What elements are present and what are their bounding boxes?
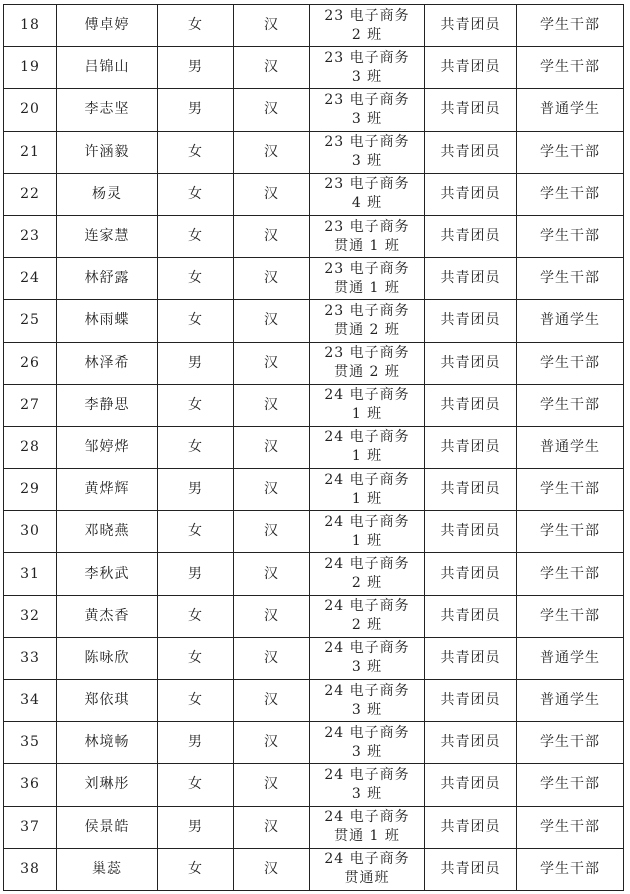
class-cell: 24 电子商务 3 班: [310, 764, 425, 806]
class-cell: 23 电子商务 3 班: [310, 47, 425, 89]
table-row: [4, 848, 624, 890]
student-name-cell: 李秋武: [57, 553, 158, 595]
ethnicity-cell: 汉: [234, 637, 310, 679]
student-role-cell: 学生干部: [517, 5, 624, 47]
row-number-cell: 18: [4, 5, 57, 47]
political-status-cell: 共青团员: [425, 215, 517, 257]
table-row: [4, 131, 624, 173]
political-status-cell: 共青团员: [425, 553, 517, 595]
gender-cell: 女: [158, 764, 234, 806]
gender-cell: 男: [158, 553, 234, 595]
table-row: [4, 553, 624, 595]
student-name-cell: 李静思: [57, 384, 158, 426]
gender-cell: 女: [158, 215, 234, 257]
ethnicity-cell: 汉: [234, 173, 310, 215]
student-role-cell: 学生干部: [517, 764, 624, 806]
gender-cell: 女: [158, 258, 234, 300]
political-status-cell: 共青团员: [425, 342, 517, 384]
table-row: [4, 764, 624, 806]
political-status-cell: 共青团员: [425, 764, 517, 806]
gender-cell: 女: [158, 131, 234, 173]
row-number-cell: 24: [4, 258, 57, 300]
gender-cell: 女: [158, 5, 234, 47]
student-name-cell: 连家慧: [57, 215, 158, 257]
gender-cell: 女: [158, 426, 234, 468]
gender-cell: 女: [158, 637, 234, 679]
ethnicity-cell: 汉: [234, 131, 310, 173]
class-cell: 23 电子商务贯通 1 班: [310, 258, 425, 300]
class-cell: 24 电子商务贯通班: [310, 848, 425, 890]
student-name-cell: 林境畅: [57, 722, 158, 764]
ethnicity-cell: 汉: [234, 469, 310, 511]
class-cell: 23 电子商务贯通 2 班: [310, 342, 425, 384]
political-status-cell: 共青团员: [425, 637, 517, 679]
ethnicity-cell: 汉: [234, 511, 310, 553]
political-status-cell: 共青团员: [425, 89, 517, 131]
ethnicity-cell: 汉: [234, 848, 310, 890]
row-number-cell: 25: [4, 300, 57, 342]
row-number-cell: 33: [4, 637, 57, 679]
gender-cell: 男: [158, 47, 234, 89]
student-name-cell: 邓晓燕: [57, 511, 158, 553]
ethnicity-cell: 汉: [234, 806, 310, 848]
row-number-cell: 28: [4, 426, 57, 468]
class-cell: 23 电子商务 3 班: [310, 89, 425, 131]
class-cell: 24 电子商务 3 班: [310, 680, 425, 722]
table-row: [4, 722, 624, 764]
ethnicity-cell: 汉: [234, 89, 310, 131]
student-name-cell: 李志坚: [57, 89, 158, 131]
student-name-cell: 刘琳彤: [57, 764, 158, 806]
student-name-cell: 林泽希: [57, 342, 158, 384]
row-number-cell: 29: [4, 469, 57, 511]
class-cell: 23 电子商务贯通 1 班: [310, 215, 425, 257]
table-row: [4, 595, 624, 637]
row-number-cell: 21: [4, 131, 57, 173]
row-number-cell: 32: [4, 595, 57, 637]
student-role-cell: 普通学生: [517, 426, 624, 468]
political-status-cell: 共青团员: [425, 469, 517, 511]
student-name-cell: 巢蕊: [57, 848, 158, 890]
gender-cell: 男: [158, 469, 234, 511]
row-number-cell: 20: [4, 89, 57, 131]
table-row: [4, 300, 624, 342]
table-row: [4, 89, 624, 131]
row-number-cell: 35: [4, 722, 57, 764]
row-number-cell: 23: [4, 215, 57, 257]
student-name-cell: 傅卓婷: [57, 5, 158, 47]
row-number-cell: 27: [4, 384, 57, 426]
gender-cell: 女: [158, 511, 234, 553]
student-role-cell: 学生干部: [517, 173, 624, 215]
student-name-cell: 陈咏欣: [57, 637, 158, 679]
gender-cell: 女: [158, 384, 234, 426]
table-row: [4, 47, 624, 89]
student-role-cell: 学生干部: [517, 384, 624, 426]
class-cell: 24 电子商务 1 班: [310, 384, 425, 426]
table-row: [4, 342, 624, 384]
ethnicity-cell: 汉: [234, 426, 310, 468]
gender-cell: 女: [158, 300, 234, 342]
row-number-cell: 31: [4, 553, 57, 595]
student-role-cell: 学生干部: [517, 722, 624, 764]
class-cell: 24 电子商务贯通 1 班: [310, 806, 425, 848]
student-role-cell: 普通学生: [517, 300, 624, 342]
ethnicity-cell: 汉: [234, 5, 310, 47]
political-status-cell: 共青团员: [425, 173, 517, 215]
political-status-cell: 共青团员: [425, 511, 517, 553]
student-role-cell: 学生干部: [517, 131, 624, 173]
student-role-cell: 学生干部: [517, 595, 624, 637]
table-row: [4, 469, 624, 511]
ethnicity-cell: 汉: [234, 553, 310, 595]
table-row: [4, 637, 624, 679]
row-number-cell: 36: [4, 764, 57, 806]
class-cell: 24 电子商务 2 班: [310, 553, 425, 595]
gender-cell: 女: [158, 680, 234, 722]
table-row: [4, 5, 624, 47]
table-row: [4, 384, 624, 426]
class-cell: 23 电子商务 2 班: [310, 5, 425, 47]
class-cell: 24 电子商务 3 班: [310, 722, 425, 764]
student-name-cell: 黄烨辉: [57, 469, 158, 511]
ethnicity-cell: 汉: [234, 595, 310, 637]
ethnicity-cell: 汉: [234, 680, 310, 722]
table-row: [4, 173, 624, 215]
class-cell: 24 电子商务 1 班: [310, 469, 425, 511]
political-status-cell: 共青团员: [425, 722, 517, 764]
student-role-cell: 学生干部: [517, 47, 624, 89]
class-cell: 24 电子商务 1 班: [310, 426, 425, 468]
gender-cell: 女: [158, 173, 234, 215]
ethnicity-cell: 汉: [234, 258, 310, 300]
ethnicity-cell: 汉: [234, 384, 310, 426]
student-role-cell: 学生干部: [517, 511, 624, 553]
gender-cell: 男: [158, 342, 234, 384]
student-role-cell: 学生干部: [517, 848, 624, 890]
ethnicity-cell: 汉: [234, 47, 310, 89]
row-number-cell: 30: [4, 511, 57, 553]
row-number-cell: 22: [4, 173, 57, 215]
row-number-cell: 26: [4, 342, 57, 384]
gender-cell: 男: [158, 89, 234, 131]
student-role-cell: 学生干部: [517, 215, 624, 257]
table-row: [4, 680, 624, 722]
student-role-cell: 普通学生: [517, 680, 624, 722]
row-number-cell: 19: [4, 47, 57, 89]
ethnicity-cell: 汉: [234, 342, 310, 384]
row-number-cell: 34: [4, 680, 57, 722]
class-cell: 23 电子商务 4 班: [310, 173, 425, 215]
political-status-cell: 共青团员: [425, 258, 517, 300]
student-name-cell: 林雨蝶: [57, 300, 158, 342]
gender-cell: 女: [158, 848, 234, 890]
row-number-cell: 38: [4, 848, 57, 890]
class-cell: 24 电子商务 2 班: [310, 595, 425, 637]
student-role-cell: 学生干部: [517, 553, 624, 595]
student-name-cell: 邹婷烨: [57, 426, 158, 468]
row-number-cell: 37: [4, 806, 57, 848]
table-row: [4, 258, 624, 300]
gender-cell: 男: [158, 722, 234, 764]
political-status-cell: 共青团员: [425, 806, 517, 848]
student-role-cell: 普通学生: [517, 637, 624, 679]
political-status-cell: 共青团员: [425, 300, 517, 342]
political-status-cell: 共青团员: [425, 848, 517, 890]
table-row: [4, 511, 624, 553]
student-name-cell: 吕锦山: [57, 47, 158, 89]
ethnicity-cell: 汉: [234, 300, 310, 342]
political-status-cell: 共青团员: [425, 426, 517, 468]
political-status-cell: 共青团员: [425, 680, 517, 722]
student-name-cell: 郑依琪: [57, 680, 158, 722]
class-cell: 23 电子商务贯通 2 班: [310, 300, 425, 342]
political-status-cell: 共青团员: [425, 5, 517, 47]
class-cell: 23 电子商务 3 班: [310, 131, 425, 173]
student-name-cell: 侯景皓: [57, 806, 158, 848]
student-role-cell: 学生干部: [517, 342, 624, 384]
ethnicity-cell: 汉: [234, 722, 310, 764]
political-status-cell: 共青团员: [425, 384, 517, 426]
student-role-cell: 学生干部: [517, 806, 624, 848]
class-cell: 24 电子商务 3 班: [310, 637, 425, 679]
student-role-cell: 学生干部: [517, 469, 624, 511]
student-roster-table: [3, 4, 624, 891]
political-status-cell: 共青团员: [425, 47, 517, 89]
political-status-cell: 共青团员: [425, 595, 517, 637]
ethnicity-cell: 汉: [234, 764, 310, 806]
student-role-cell: 普通学生: [517, 89, 624, 131]
student-role-cell: 学生干部: [517, 258, 624, 300]
ethnicity-cell: 汉: [234, 215, 310, 257]
class-cell: 24 电子商务 1 班: [310, 511, 425, 553]
roster-body: [4, 5, 624, 891]
political-status-cell: 共青团员: [425, 131, 517, 173]
student-name-cell: 许涵毅: [57, 131, 158, 173]
gender-cell: 男: [158, 806, 234, 848]
student-name-cell: 黄杰香: [57, 595, 158, 637]
gender-cell: 女: [158, 595, 234, 637]
table-row: [4, 215, 624, 257]
student-name-cell: 林舒露: [57, 258, 158, 300]
student-name-cell: 杨灵: [57, 173, 158, 215]
table-row: [4, 806, 624, 848]
table-row: [4, 426, 624, 468]
